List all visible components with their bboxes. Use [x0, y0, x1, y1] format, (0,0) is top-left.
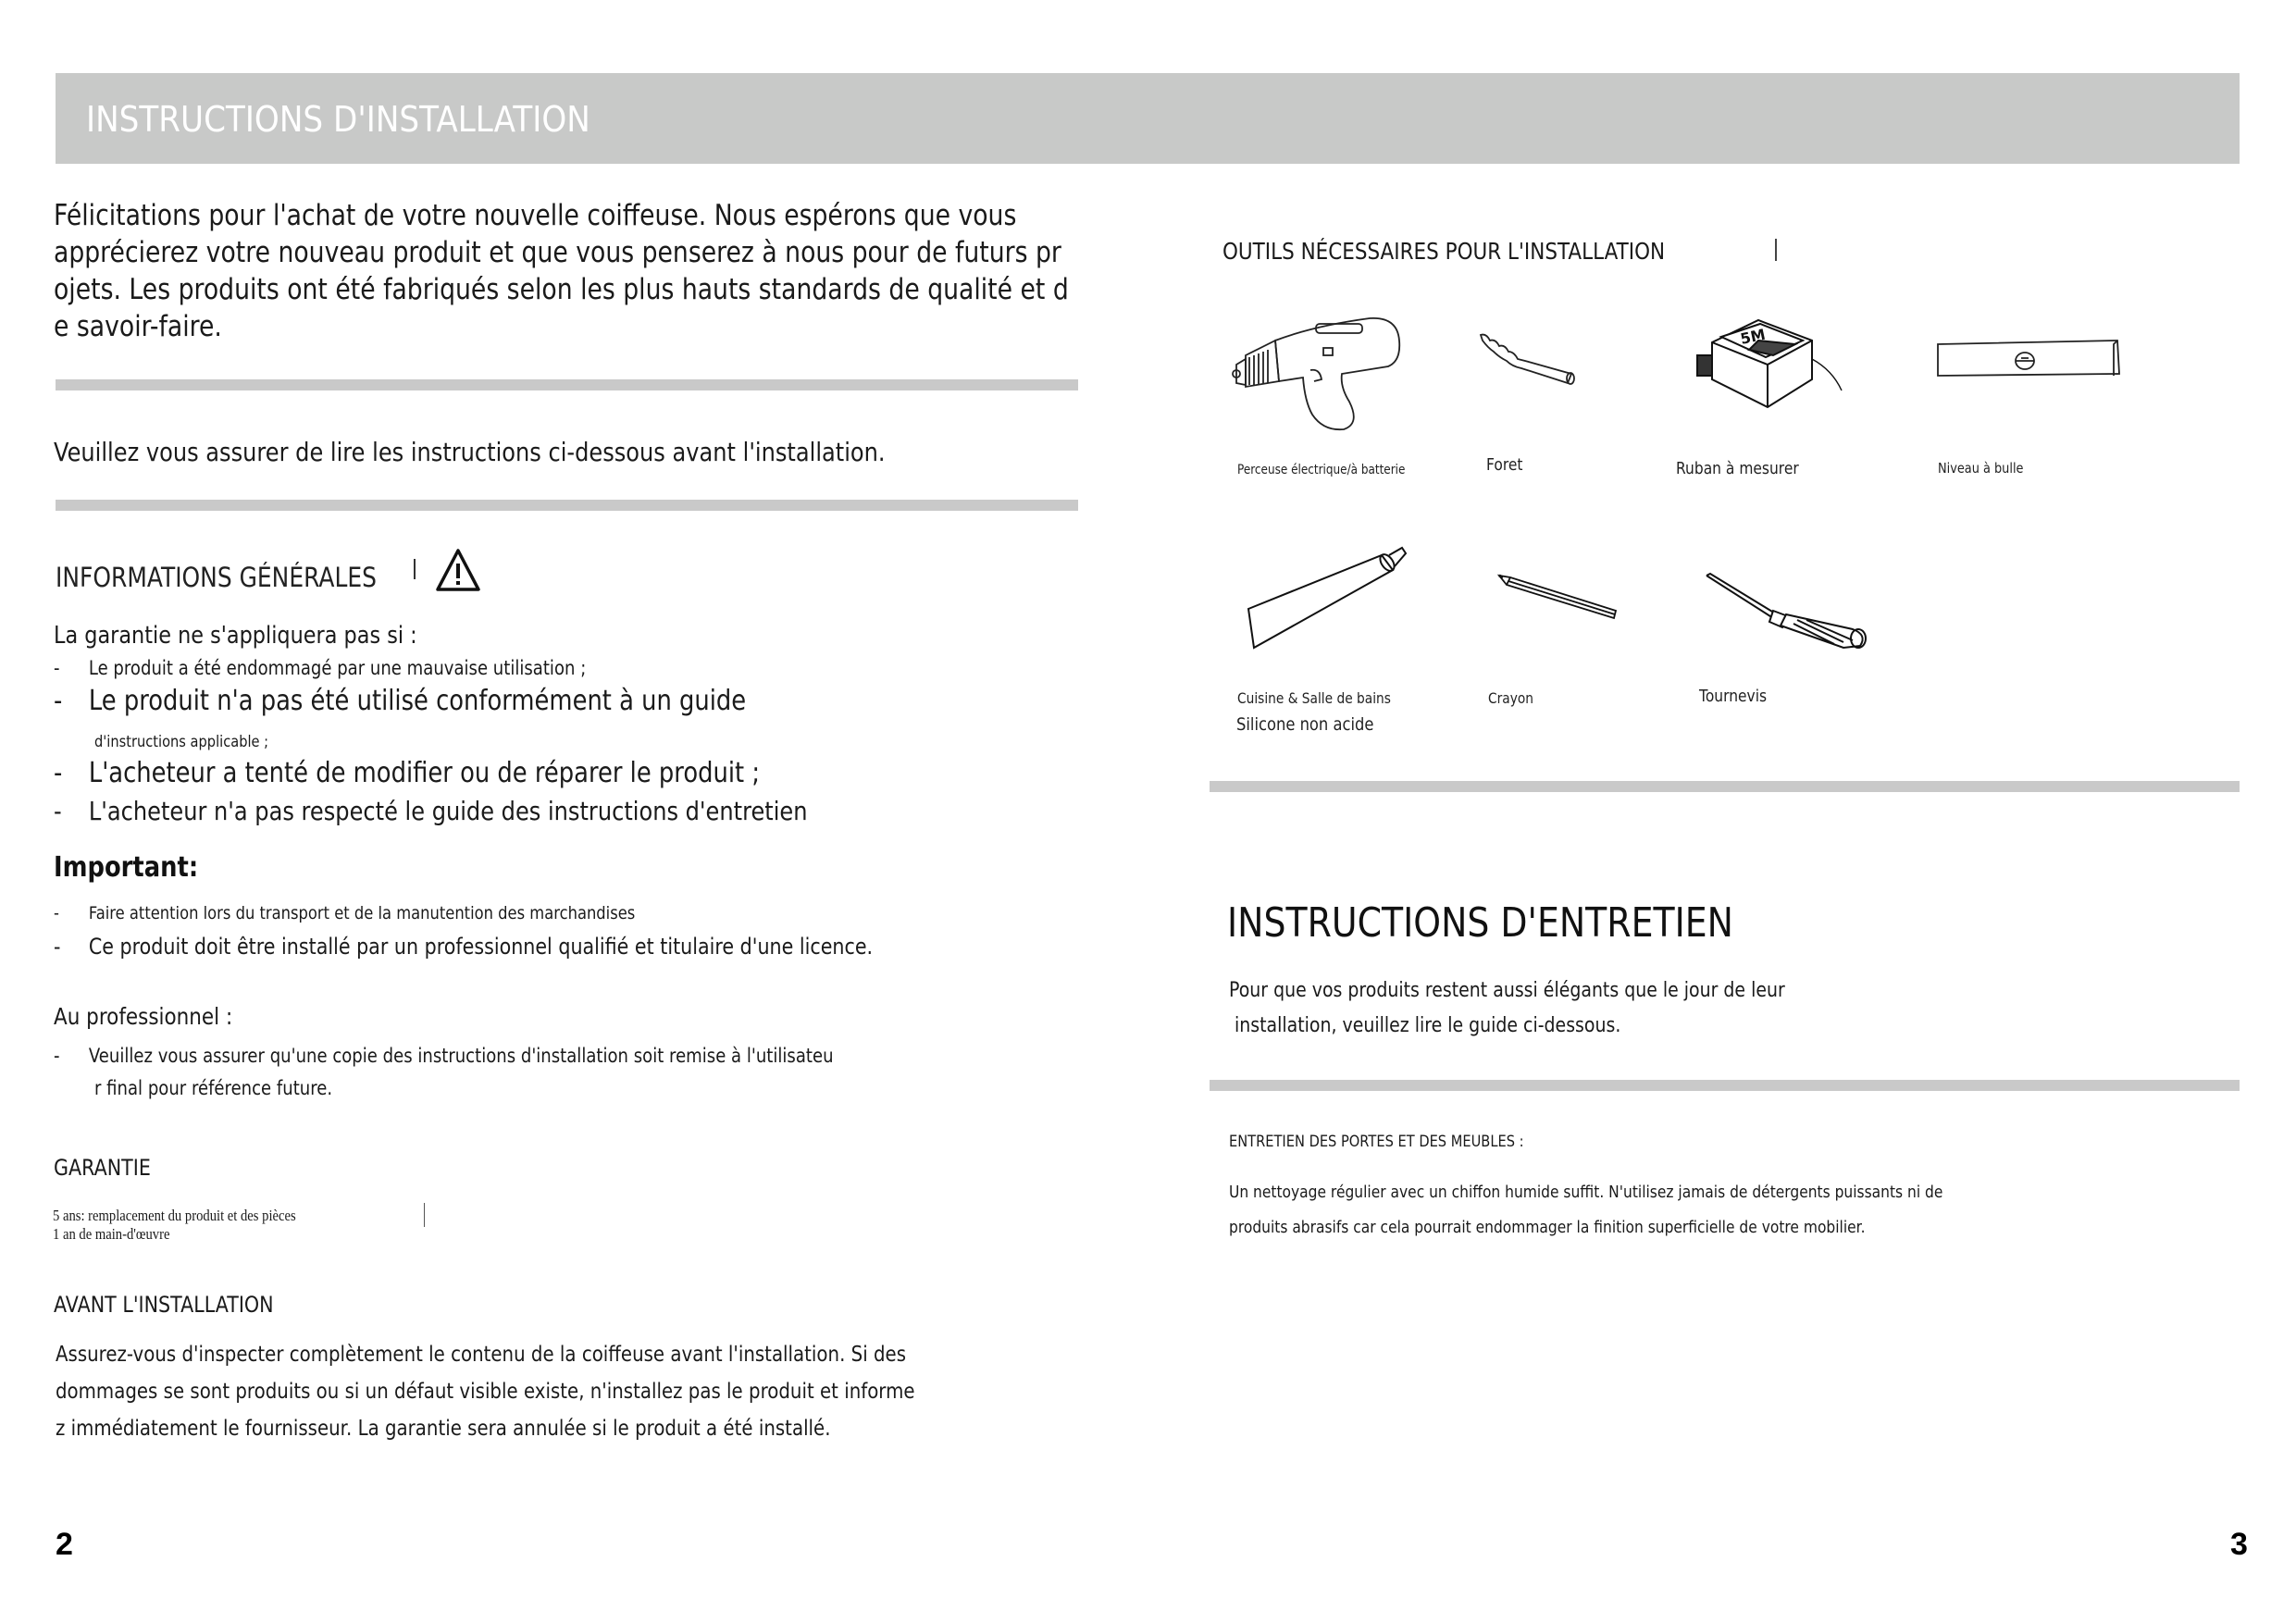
bullet-dash: - [54, 657, 60, 679]
before-install-paragraph [56, 1336, 915, 1447]
bullet-dash: - [54, 757, 63, 789]
text-cursor-mark [414, 559, 416, 579]
list-item-continuation: d'instructions applicable ; [94, 733, 269, 751]
tool-label-silicone-line-2: Silicone non acide [1236, 714, 1374, 735]
intro-line: apprécierez votre nouveau produit et que vous penserez à nous pour de futurs pr [54, 236, 1061, 269]
care-heading: INSTRUCTIONS D'ENTRETIEN [1227, 899, 1733, 947]
bullet-dash: - [54, 934, 61, 960]
divider [1210, 1080, 2240, 1091]
drill-bit-icon [1479, 331, 1581, 387]
tools-heading: OUTILS NÉCESSAIRES POUR L'INSTALLATION [1222, 238, 1666, 265]
tool-label-spirit-level: Niveau à bulle [1938, 460, 2024, 477]
pencil-icon [1497, 574, 1618, 620]
silicone-tube-icon [1245, 548, 1411, 651]
paragraph-line: z immédiatement le fournisseur. La garantie sera annulée si le produit a été installé. [56, 1417, 831, 1441]
care-line: produits abrasifs car cela pourrait endommager la finition superficielle de votre mobilier. [1229, 1218, 1866, 1237]
professional-heading: Au professionnel : [54, 1003, 233, 1030]
spirit-level-icon [1936, 339, 2121, 383]
intro-line: e savoir-faire. [54, 310, 222, 343]
general-info-heading: INFORMATIONS GÉNÉRALES [56, 562, 377, 593]
important-heading: Important: [54, 851, 199, 884]
warning-triangle-icon [435, 548, 481, 592]
tool-label-drill-bit: Foret [1486, 455, 1523, 475]
bullet-dash: - [54, 1045, 60, 1067]
intro-line: Félicitations pour l'achat de votre nouvelle coiffeuse. Nous espérons que vous [54, 199, 1017, 232]
tool-label-pencil: Crayon [1488, 689, 1533, 707]
tape-measure-icon [1694, 315, 1879, 416]
care-subheading: ENTRETIEN DES PORTES ET DES MEUBLES : [1229, 1133, 1524, 1151]
text-cursor-mark [424, 1203, 425, 1227]
bullet-dash: - [54, 903, 59, 923]
page-number-left: 2 [56, 1527, 73, 1562]
paragraph-line: dommages se sont produits ou si un défaut visible existe, n'installez pas le produit et informe [56, 1380, 915, 1404]
care-line: Un nettoyage régulier avec un chiffon humide suffit. N'utilisez jamais de détergents puissants ni de [1229, 1183, 1943, 1202]
divider [56, 379, 1078, 390]
tool-label-silicone: Cuisine & Salle de bains [1237, 689, 1391, 707]
intro-line: ojets. Les produits ont été fabriqués selon les plus hauts standards de qualité et d [54, 273, 1069, 306]
before-install-heading: AVANT L'INSTALLATION [54, 1292, 274, 1318]
list-item-continuation: r final pour référence future. [94, 1077, 333, 1099]
divider [56, 500, 1078, 511]
intro-paragraph [54, 197, 1069, 345]
care-intro-line: installation, veuillez lire le guide ci-dessous. [1229, 1014, 1621, 1037]
tool-label-drill: Perceuse électrique/à batterie [1237, 463, 1406, 477]
care-intro [1229, 973, 1785, 1044]
warranty-intro: La garantie ne s'appliquera pas si : [54, 622, 417, 650]
screwdriver-icon [1705, 574, 1871, 648]
bullet-dash: - [54, 796, 62, 826]
tape-marking: 5M [1738, 325, 1768, 348]
header-bar [56, 73, 2240, 164]
drill-icon [1231, 313, 1416, 433]
warranty-line: 1 an de main-d'œuvre [53, 1225, 170, 1243]
read-notice: Veuillez vous assurer de lire les instructions ci-dessous avant l'installation. [54, 437, 886, 467]
tool-label-screwdriver: Tournevis [1699, 687, 1768, 706]
page-number-right: 3 [2230, 1527, 2248, 1562]
bullet-dash: - [54, 685, 63, 717]
care-paragraph [1229, 1175, 1942, 1245]
warranty-heading: GARANTIE [54, 1155, 151, 1181]
divider [1210, 781, 2240, 792]
care-intro-line: Pour que vos produits restent aussi élégants que le jour de leur [1229, 979, 1785, 1002]
tool-label-tape-measure: Ruban à mesurer [1676, 459, 1799, 478]
warranty-line: 5 ans: remplacement du produit et des pièces [53, 1207, 296, 1224]
page-title: INSTRUCTIONS D'INSTALLATION [86, 99, 590, 140]
warranty-terms [53, 1207, 296, 1244]
paragraph-line: Assurez-vous d'inspecter complètement le contenu de la coiffeuse avant l'installation. Si des [56, 1343, 907, 1367]
text-cursor-mark [1775, 239, 1777, 261]
